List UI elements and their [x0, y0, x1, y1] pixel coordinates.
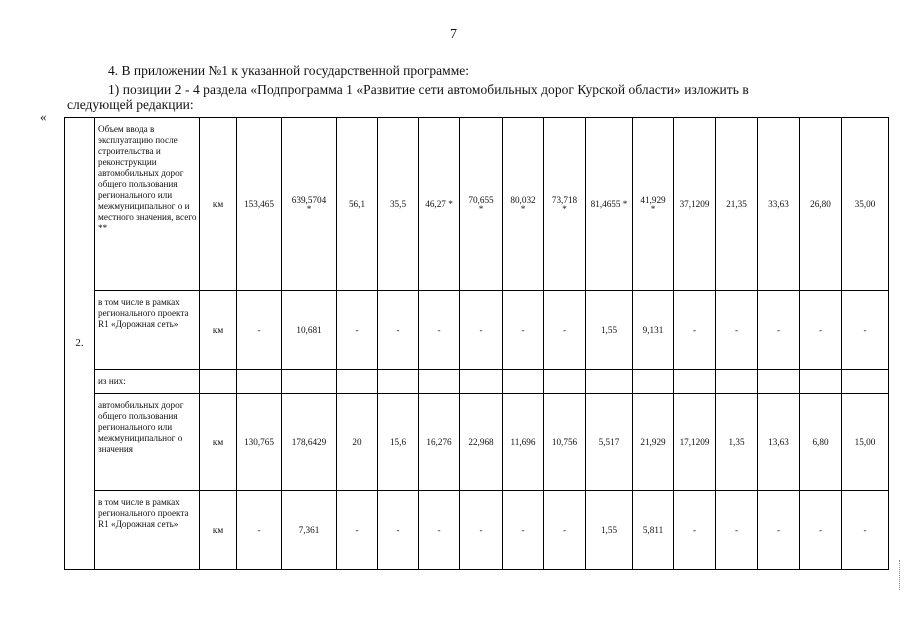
value-cell: [378, 291, 419, 370]
value-cell: [633, 370, 674, 394]
value-text: 639,5704: [291, 195, 327, 205]
value-cell: [758, 491, 800, 570]
value-text: 16,276: [426, 436, 452, 447]
value-cell: [337, 394, 378, 491]
program-table: [64, 117, 889, 570]
value-cell: [842, 394, 889, 491]
value-text: 80,032: [510, 195, 536, 205]
value-cell: [378, 118, 419, 291]
value-cell: [586, 394, 633, 491]
value-text: 21,35: [726, 198, 747, 209]
value-text: 41,929: [640, 195, 666, 205]
value-text: -: [257, 524, 261, 535]
value-cell: [419, 491, 460, 570]
value-cell: [503, 370, 544, 394]
value-cell: [758, 394, 800, 491]
value-cell: [282, 394, 337, 491]
value-text: 46,27 *: [425, 198, 453, 209]
value-cell: [544, 370, 586, 394]
value-cell: [716, 118, 758, 291]
value-cell: [378, 491, 419, 570]
value-text: 5,517: [598, 436, 620, 447]
value-text: 7,361: [298, 524, 320, 535]
value-text: 33,63: [768, 198, 789, 209]
value-cell: [633, 291, 674, 370]
value-cell: [282, 118, 337, 291]
indicator-description: автомобильных дорог общего пользования регионального или межмуниципальног о значения: [95, 394, 200, 491]
footnote-star: *: [478, 204, 484, 214]
value-cell: [419, 394, 460, 491]
value-text: -: [692, 324, 697, 335]
value-text: 37,1209: [679, 198, 710, 209]
footnote-star: *: [562, 204, 567, 214]
value-cell: [503, 491, 544, 570]
value-text: -: [396, 324, 400, 335]
value-cell: [503, 394, 544, 491]
value-text: -: [355, 324, 359, 335]
paragraph-continuation: следующей редакции:: [67, 97, 194, 112]
value-cell: [586, 491, 633, 570]
value-cell: [237, 291, 282, 370]
value-text: -: [521, 524, 525, 535]
value-cell: [282, 491, 337, 570]
value-text: -: [863, 324, 867, 335]
unit-cell: км: [200, 394, 237, 491]
value-cell: [544, 291, 586, 370]
indicator-description: в том числе в рамках регионального проекта R1 «Дорожная сеть»: [95, 291, 200, 370]
value-text: 26,80: [810, 198, 831, 209]
value-cell: [237, 394, 282, 491]
value-text: 153,465: [244, 198, 274, 209]
value-text: -: [776, 524, 781, 535]
value-cell: [460, 491, 503, 570]
value-text: 35,00: [854, 198, 876, 209]
value-text: 56,1: [348, 198, 366, 209]
value-text: -: [734, 324, 739, 335]
value-cell: [378, 370, 419, 394]
value-cell: [674, 491, 716, 570]
value-cell: [842, 291, 889, 370]
table-row: [65, 394, 889, 491]
value-cell: [842, 370, 889, 394]
value-cell: [674, 370, 716, 394]
value-cell: [378, 394, 419, 491]
value-text: -: [437, 524, 441, 535]
value-cell: [758, 118, 800, 291]
value-text: -: [562, 324, 567, 335]
value-text: -: [479, 524, 483, 535]
value-text: 11,696: [510, 436, 536, 447]
indicator-description: из них:: [95, 370, 200, 394]
value-cell: [337, 291, 378, 370]
value-text: 10,756: [551, 436, 578, 447]
value-text: -: [818, 324, 823, 335]
value-text: 20: [352, 436, 362, 447]
table-row: [65, 118, 889, 291]
open-quote: «: [40, 109, 47, 124]
unit-cell: [200, 370, 237, 394]
value-cell: [282, 370, 337, 394]
value-cell: [586, 118, 633, 291]
table-row: [65, 370, 889, 394]
value-text: -: [734, 524, 739, 535]
value-cell: [800, 394, 842, 491]
value-cell: [758, 291, 800, 370]
value-cell: [716, 394, 758, 491]
value-cell: [633, 118, 674, 291]
value-text: -: [437, 324, 441, 335]
value-cell: [544, 394, 586, 491]
value-text: -: [521, 324, 525, 335]
footnote-star: *: [520, 204, 526, 214]
value-text: 9,131: [642, 324, 664, 335]
value-cell: [544, 491, 586, 570]
value-cell: [674, 394, 716, 491]
paragraph-item-4: 4. В приложении №1 к указанной государственной программе:: [108, 63, 469, 78]
value-cell: [337, 118, 378, 291]
value-text: 178,6429: [291, 436, 327, 447]
value-text: 81,4655 *: [590, 198, 628, 209]
value-cell: [842, 491, 889, 570]
value-text: 15,00: [854, 436, 876, 447]
table-body: [65, 118, 889, 570]
footnote-star: *: [650, 204, 656, 214]
value-cell: [419, 370, 460, 394]
value-cell: [586, 370, 633, 394]
value-text: 10,681: [296, 324, 322, 335]
value-text: 1,55: [600, 324, 618, 335]
value-cell: [674, 291, 716, 370]
value-text: 13,63: [768, 436, 789, 447]
value-text: -: [396, 524, 400, 535]
value-cell: [586, 291, 633, 370]
value-text: 130,765: [244, 436, 274, 447]
value-text: -: [355, 524, 359, 535]
value-cell: [460, 118, 503, 291]
value-text: 1,55: [600, 524, 618, 535]
value-cell: [460, 394, 503, 491]
value-cell: [800, 291, 842, 370]
value-cell: [716, 491, 758, 570]
value-cell: [237, 370, 282, 394]
value-cell: [842, 118, 889, 291]
value-text: 17,1209: [679, 436, 710, 447]
value-cell: [503, 118, 544, 291]
indicator-description: Объем ввода в эксплуатацию после строительства и реконструкции автомобильных дорог общего пользования регионального или межмуниципальног о и местного значения, всего **: [95, 118, 200, 291]
value-cell: [237, 118, 282, 291]
value-cell: [674, 118, 716, 291]
value-text: 73,718: [551, 195, 578, 205]
table-row: [65, 291, 889, 370]
unit-cell: км: [200, 491, 237, 570]
value-cell: [544, 118, 586, 291]
value-text: 6,80: [812, 436, 829, 447]
value-text: -: [818, 524, 823, 535]
paragraph-subitem-1: 1) позиции 2 - 4 раздела «Подпрограмма 1 «Развитие сети автомобильных дорог Курской области» изложить в: [108, 82, 749, 97]
footnote-star: *: [306, 204, 312, 214]
value-cell: [460, 370, 503, 394]
value-text: 35,5: [389, 198, 407, 209]
value-text: 5,811: [642, 524, 664, 535]
value-cell: [337, 491, 378, 570]
value-text: -: [562, 524, 567, 535]
value-text: -: [776, 324, 781, 335]
value-cell: [800, 370, 842, 394]
value-text: -: [863, 524, 867, 535]
value-text: 15,6: [389, 436, 407, 447]
value-cell: [633, 394, 674, 491]
value-cell: [282, 291, 337, 370]
value-cell: [716, 291, 758, 370]
page-number: 7: [450, 27, 457, 42]
value-text: -: [257, 324, 261, 335]
indicator-description: в том числе в рамках регионального проекта R1 «Дорожная сеть»: [95, 491, 200, 570]
unit-cell: км: [200, 291, 237, 370]
page-edge-mark: [899, 560, 901, 590]
value-text: -: [692, 524, 697, 535]
value-text: 21,929: [640, 436, 666, 447]
value-cell: [419, 291, 460, 370]
value-text: -: [479, 324, 483, 335]
value-text: 1,35: [728, 436, 745, 447]
value-cell: [460, 291, 503, 370]
value-cell: [800, 491, 842, 570]
value-cell: [237, 491, 282, 570]
value-text: 22,968: [468, 436, 494, 447]
value-cell: [800, 118, 842, 291]
unit-cell: км: [200, 118, 237, 291]
value-cell: [716, 370, 758, 394]
value-cell: [633, 491, 674, 570]
row-number-cell: 2.: [65, 118, 95, 570]
value-cell: [337, 370, 378, 394]
value-cell: [503, 291, 544, 370]
value-cell: [419, 118, 460, 291]
table-row: [65, 491, 889, 570]
value-cell: [758, 370, 800, 394]
value-text: 70,655: [468, 195, 494, 205]
